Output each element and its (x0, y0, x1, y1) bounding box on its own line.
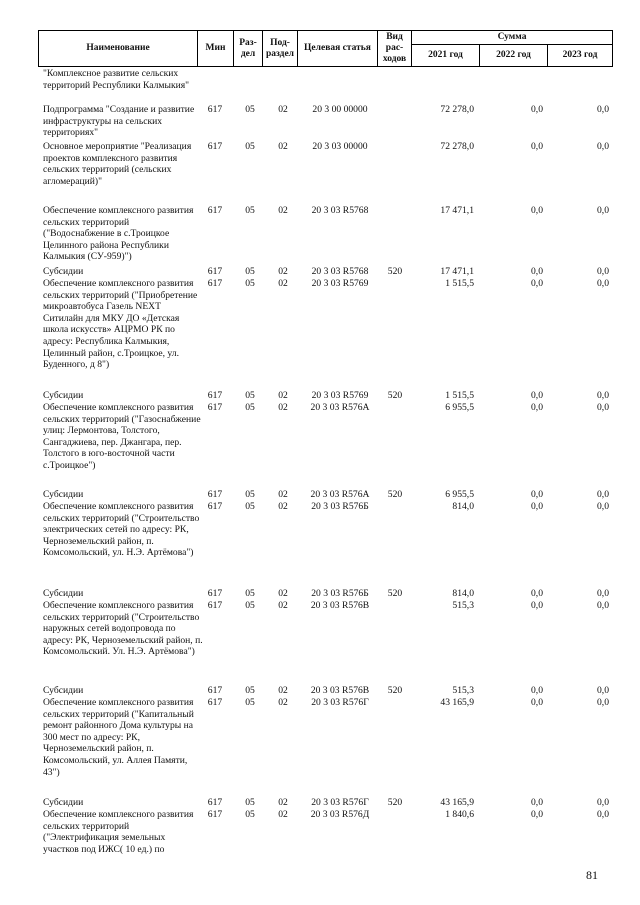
cell-y3: 0,0 (597, 685, 609, 696)
cell-min: 617 (207, 501, 223, 512)
cell-name: Субсидии (43, 266, 84, 277)
cell-cs: 20 3 03 R576Б (311, 588, 369, 599)
cell-y1: 1 515,5 (445, 278, 474, 289)
cell-rz: 05 (245, 104, 255, 115)
cell-y1: 515,3 (452, 685, 474, 696)
cell-y3: 0,0 (597, 588, 609, 599)
cell-min: 617 (207, 104, 223, 115)
cell-rz: 05 (245, 685, 255, 696)
cell-cs: 20 3 03 R576Г (311, 797, 369, 808)
cell-name: Субсидии (43, 588, 84, 599)
cell-min: 617 (207, 697, 223, 708)
cell-y3: 0,0 (597, 141, 609, 152)
cell-min: 617 (207, 588, 223, 599)
cell-cs: 20 3 03 R5768 (311, 205, 369, 216)
cell-y3: 0,0 (597, 402, 609, 413)
cell-y2: 0,0 (531, 278, 543, 289)
cell-min: 617 (207, 141, 223, 152)
cell-pr: 02 (278, 390, 288, 401)
cell-y1: 72 278,0 (440, 104, 474, 115)
cell-y1: 814,0 (452, 588, 474, 599)
cell-pr: 02 (278, 809, 288, 820)
cell-pr: 02 (278, 685, 288, 696)
cell-rz: 05 (245, 266, 255, 277)
col-header-vr: Вид рас- ходов (378, 31, 412, 67)
cell-pr: 02 (278, 797, 288, 808)
cell-vr: 520 (387, 588, 403, 599)
cell-y3: 0,0 (597, 205, 609, 216)
cell-name: Субсидии (43, 390, 84, 401)
col-header-name: Наименование (39, 31, 198, 67)
cell-y3: 0,0 (597, 489, 609, 500)
cell-name: Обеспечение комплексного развития сельских территорий ("Строительство наружных сетей водопровода по адресу: РК, Черноземельский район, п. Комсомольский. Ул. Н.Э. Артёмова") (43, 600, 203, 658)
cell-y1: 6 955,5 (445, 489, 474, 500)
cell-min: 617 (207, 809, 223, 820)
cell-name: Обеспечение комплексного развития сельских территорий ("Водоснабжение в с.Троицкое Целинного района Республики Калмыкия (СУ-959)") (43, 205, 194, 263)
cell-pr: 02 (278, 489, 288, 500)
cell-min: 617 (207, 489, 223, 500)
cell-vr: 520 (387, 489, 403, 500)
cell-rz: 05 (245, 697, 255, 708)
cell-name: Обеспечение комплексного развития сельских территорий ("Капитальный ремонт районного Дома культуры на 300 мест по адресу: РК, Черноземельский район, п. Комсомольский, ул. Аллея Памяти, 43") (43, 697, 194, 778)
cell-min: 617 (207, 402, 223, 413)
cell-y1: 43 165,9 (440, 697, 474, 708)
cell-name: Основное мероприятие "Реализация проектов комплексного развития сельских территорий (сельских агломераций)" (43, 141, 192, 187)
cell-rz: 05 (245, 809, 255, 820)
cell-y3: 0,0 (597, 266, 609, 277)
cell-vr: 520 (387, 797, 403, 808)
cell-rz: 05 (245, 588, 255, 599)
cell-y3: 0,0 (597, 697, 609, 708)
cell-min: 617 (207, 278, 223, 289)
cell-y2: 0,0 (531, 489, 543, 500)
cell-y1: 6 955,5 (445, 402, 474, 413)
cell-cs: 20 3 03 R5769 (311, 278, 369, 289)
cell-name: Обеспечение комплексного развития сельских территорий ("Приобретение микроавтобуса Газель NEXT Ситилайн для МКУ ДО «Детская школа искусств» АЦРМО РК по адресу: Республика Калмыкия, Целинный район, с.Троицкое, ул. Буденного, д 8") (43, 278, 198, 371)
cell-min: 617 (207, 266, 223, 277)
col-header-podrazdel: Под- раздел (263, 31, 298, 67)
cell-y3: 0,0 (597, 600, 609, 611)
col-header-summa: Сумма (412, 31, 613, 45)
cell-name: Субсидии (43, 489, 84, 500)
cell-cs: 20 3 03 R576A (310, 489, 370, 500)
cell-cs: 20 3 03 R576В (310, 600, 370, 611)
cell-pr: 02 (278, 205, 288, 216)
cell-y2: 0,0 (531, 501, 543, 512)
cell-y2: 0,0 (531, 600, 543, 611)
cell-y2: 0,0 (531, 697, 543, 708)
cell-pr: 02 (278, 266, 288, 277)
cell-name: Субсидии (43, 685, 84, 696)
cell-name: Обеспечение комплексного развития сельских территорий ("Строительство электрических сетей по адресу: РК, Черноземельский район, п. Комсомольский, ул. Н.Э. Артёмова") (43, 501, 200, 559)
cell-pr: 02 (278, 104, 288, 115)
cell-min: 617 (207, 685, 223, 696)
cell-name: "Комплексное развитие сельских территорий Республики Калмыкия" (43, 68, 190, 91)
cell-y2: 0,0 (531, 141, 543, 152)
cell-rz: 05 (245, 205, 255, 216)
cell-rz: 05 (245, 489, 255, 500)
cell-y1: 814,0 (452, 501, 474, 512)
cell-y2: 0,0 (531, 809, 543, 820)
cell-min: 617 (207, 390, 223, 401)
cell-cs: 20 3 03 R5768 (311, 266, 369, 277)
cell-pr: 02 (278, 600, 288, 611)
cell-rz: 05 (245, 501, 255, 512)
cell-cs: 20 3 03 R576A (310, 402, 370, 413)
cell-rz: 05 (245, 141, 255, 152)
col-header-cs: Целевая статья (298, 31, 378, 67)
cell-y2: 0,0 (531, 402, 543, 413)
cell-y3: 0,0 (597, 278, 609, 289)
col-header-2023: 2023 год (548, 45, 613, 67)
cell-y1: 17 471,1 (440, 266, 474, 277)
cell-vr: 520 (387, 685, 403, 696)
cell-y2: 0,0 (531, 205, 543, 216)
cell-pr: 02 (278, 141, 288, 152)
cell-rz: 05 (245, 402, 255, 413)
cell-y3: 0,0 (597, 797, 609, 808)
cell-y3: 0,0 (597, 390, 609, 401)
cell-y1: 1 515,5 (445, 390, 474, 401)
cell-rz: 05 (245, 278, 255, 289)
cell-pr: 02 (278, 501, 288, 512)
cell-min: 617 (207, 205, 223, 216)
cell-name: Обеспечение комплексного развития сельских территорий ("Газоснабжение улиц: Лермонтова, Толстого, Сангаджиева, пер. Джангара, пер. Толстого в юго-восточной части с.Троицкое") (43, 402, 201, 471)
cell-name: Обеспечение комплексного развития сельских территорий ("Электрификация земельных участков под ИЖС( 10 ед.) по (43, 809, 194, 855)
cell-pr: 02 (278, 697, 288, 708)
cell-name: Субсидии (43, 797, 84, 808)
cell-cs: 20 3 03 R576В (310, 685, 370, 696)
cell-pr: 02 (278, 278, 288, 289)
cell-y2: 0,0 (531, 588, 543, 599)
cell-cs: 20 3 03 00000 (312, 141, 368, 152)
cell-y1: 17 471,1 (440, 205, 474, 216)
cell-min: 617 (207, 600, 223, 611)
cell-y3: 0,0 (597, 501, 609, 512)
cell-y1: 515,3 (452, 600, 474, 611)
cell-y1: 1 840,6 (445, 809, 474, 820)
cell-y2: 0,0 (531, 104, 543, 115)
cell-cs: 20 3 03 R576Д (310, 809, 370, 820)
cell-pr: 02 (278, 402, 288, 413)
col-header-min: Мин (198, 31, 234, 67)
cell-y2: 0,0 (531, 685, 543, 696)
cell-y1: 72 278,0 (440, 141, 474, 152)
cell-cs: 20 3 03 R576Г (311, 697, 369, 708)
col-header-2022: 2022 год (480, 45, 548, 67)
cell-y3: 0,0 (597, 809, 609, 820)
cell-name: Подпрограмма "Создание и развитие инфраструктуры на сельских территориях" (43, 104, 195, 139)
cell-y2: 0,0 (531, 797, 543, 808)
cell-y1: 43 165,9 (440, 797, 474, 808)
col-header-razdel: Раз- дел (234, 31, 263, 67)
cell-y2: 0,0 (531, 266, 543, 277)
cell-y3: 0,0 (597, 104, 609, 115)
cell-cs: 20 3 00 00000 (312, 104, 368, 115)
cell-cs: 20 3 03 R5769 (311, 390, 369, 401)
cell-rz: 05 (245, 797, 255, 808)
cell-y2: 0,0 (531, 390, 543, 401)
cell-pr: 02 (278, 588, 288, 599)
col-header-2021: 2021 год (412, 45, 480, 67)
cell-rz: 05 (245, 600, 255, 611)
cell-vr: 520 (387, 266, 403, 277)
page-number: 81 (586, 868, 598, 882)
cell-cs: 20 3 03 R576Б (311, 501, 369, 512)
cell-rz: 05 (245, 390, 255, 401)
cell-min: 617 (207, 797, 223, 808)
table-header (38, 30, 613, 67)
cell-vr: 520 (387, 390, 403, 401)
